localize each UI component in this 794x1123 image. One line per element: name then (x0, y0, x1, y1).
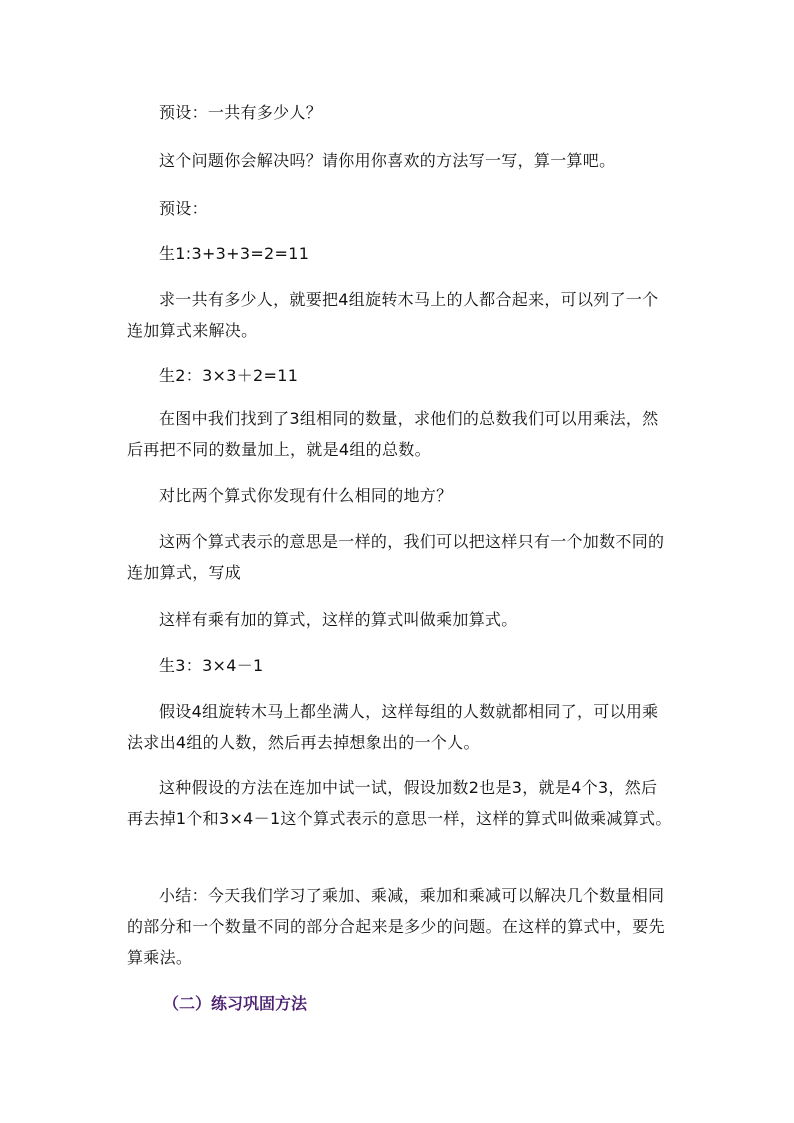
paragraph-6: 生2：3×3＋2=11 (159, 366, 299, 385)
paragraph-4: 生1:3+3+3=2=11 (159, 244, 310, 263)
paragraph-2: 这个问题你会解决吗？请你用你喜欢的方法写一写，算一算吧。 (159, 151, 616, 170)
paragraph-3: 预设： (159, 199, 208, 218)
paragraph-7: 在图中我们找到了3组相同的数量，求他们的总数我们可以用乘法，然后再把不同的数量加上，就是4组的总数。 (127, 409, 659, 459)
paragraph-1: 预设：一共有多少人？ (159, 103, 323, 122)
paragraph-12: 假设4组旋转木马上都坐满人，这样每组的人数就都相同了，可以用乘法求出4组的人数，然后再去掉想象出的一个人。 (127, 702, 659, 752)
paragraph-11: 生3：3×4－1 (159, 656, 264, 675)
paragraph-8: 对比两个算式你发现有什么相同的地方？ (159, 486, 453, 505)
paragraph-13: 这种假设的方法在连加中试一试，假设加数2也是3，就是4个3，然后再去掉1个和3×4－1这个算式表示的意思一样，这样的算式叫做乘减算式。 (127, 778, 672, 828)
paragraph-5: 求一共有多少人，就要把4组旋转木马上的人都合起来，可以列了一个连加算式来解决。 (127, 290, 659, 340)
section-heading: （二）练习巩固方法 (163, 994, 308, 1013)
paragraph-10: 这样有乘有加的算式，这样的算式叫做乘加算式。 (159, 610, 518, 629)
paragraph-14: 小结：今天我们学习了乘加、乘减，乘加和乘减可以解决几个数量相同的部分和一个数量不同的部分合起来是多少的问题。在这样的算式中，要先算乘法。 (127, 886, 665, 967)
paragraph-9: 这两个算式表示的意思是一样的，我们可以把这样只有一个加数不同的连加算式，写成 (127, 532, 665, 582)
